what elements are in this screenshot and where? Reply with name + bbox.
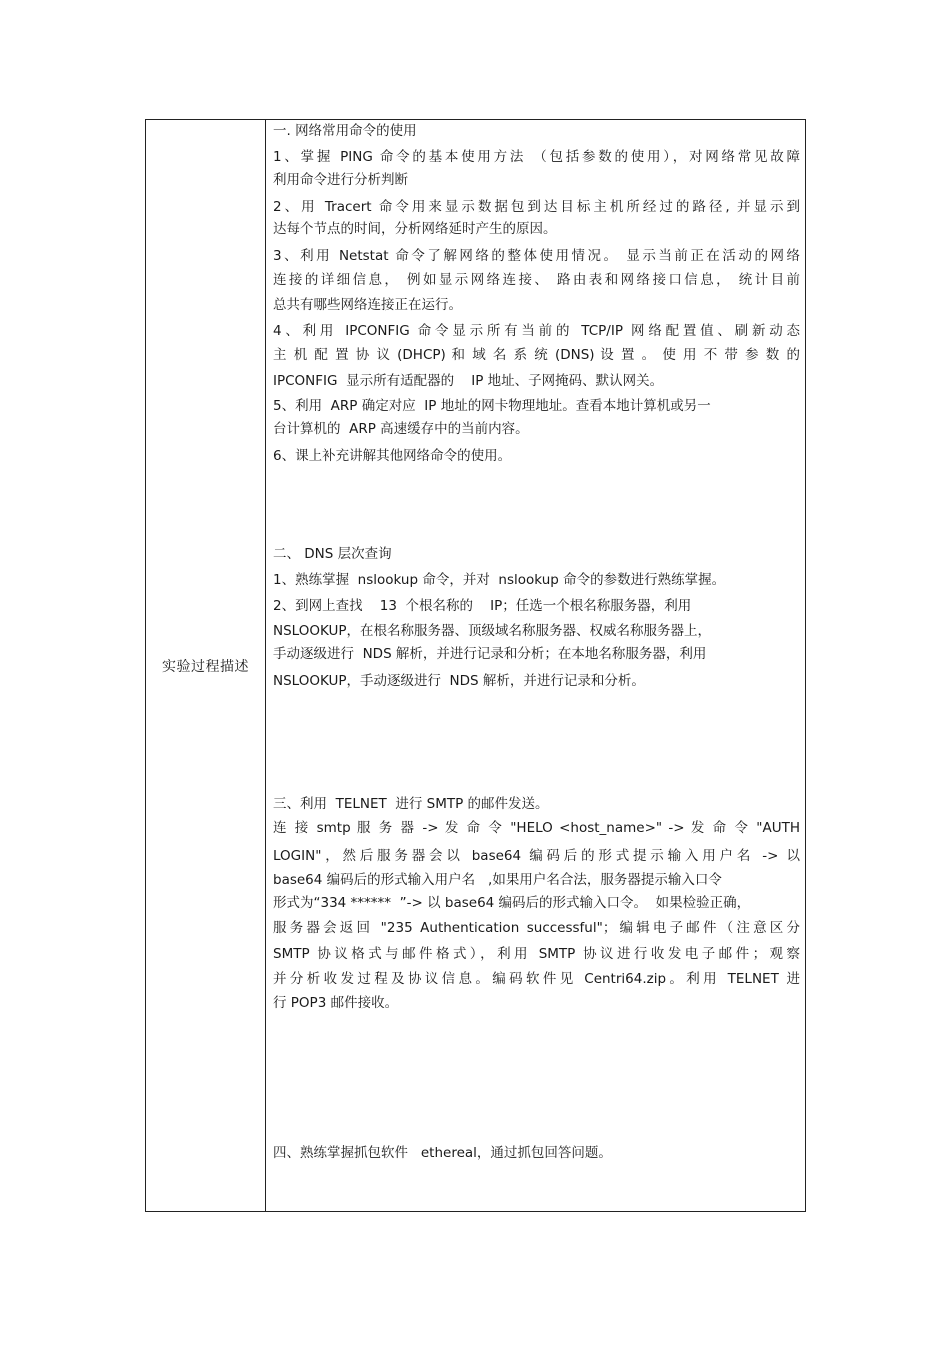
text-line: 形式为“334 ****** ”-> 以 base64 编码后的形式输入口令。 如果检验正确，	[273, 895, 751, 911]
row-label: 实验过程描述	[162, 659, 249, 675]
text-line: 达每个节点的时间，分析网络延时产生的原因。	[273, 221, 557, 237]
text-line: 连 接 smtp 服 务 器 -> 发 命 令 "HELO <host_name>" -> 发 命 令 "AUTH	[273, 820, 800, 836]
text-line: 4、利用 IPCONFIG 命令显示所有当前的 TCP/IP 网络配置值、刷新动态	[273, 323, 800, 339]
text-line: 二、 DNS 层次查询	[273, 546, 392, 562]
text-line: 3、利用 Netstat 命令了解网络的整体使用情况。 显示当前正在活动的网络	[273, 248, 800, 264]
text-line: 1、熟练掌握 nslookup 命令，并对 nslookup 命令的参数进行熟练掌握。	[273, 572, 726, 588]
text-line: SMTP 协议格式与邮件格式），利用 SMTP 协议进行收发电子邮件；观察	[273, 946, 800, 962]
text-line: IPCONFIG 显示所有适配器的 IP 地址、子网掩码、默认网关。	[273, 373, 664, 389]
content-cell	[266, 120, 805, 1211]
text-line: 连接的详细信息， 例如显示网络连接、 路由表和网络接口信息， 统计目前	[273, 272, 800, 288]
text-line: 2、到网上查找 13 个根名称的 IP；任选一个根名称服务器，利用	[273, 598, 692, 614]
text-line: 1、掌握 PING 命令的基本使用方法 （包括参数的使用），对网络常见故障	[273, 149, 800, 165]
text-line: 四、熟练掌握抓包软件 ethereal，通过抓包回答问题。	[273, 1145, 612, 1161]
text-line: 服务器会返回 "235 Authentication successful"；编辑电子邮件（注意区分	[273, 920, 800, 936]
text-line: 手动逐级进行 NDS 解析，并进行记录和分析；在本地名称服务器，利用	[273, 646, 707, 662]
text-line: 利用命令进行分析判断	[273, 172, 408, 188]
text-line: 总共有哪些网络连接正在运行。	[273, 297, 462, 313]
text-line: base64 编码后的形式输入用户名 ,如果用户名合法，服务器提示输入口令	[273, 872, 722, 888]
text-line: NSLOOKUP，手动逐级进行 NDS 解析，并进行记录和分析。	[273, 673, 645, 689]
text-line: 行 POP3 邮件接收。	[273, 995, 399, 1011]
text-line: LOGIN"，然后服务器会以 base64 编码后的形式提示输入用户名 -> 以	[273, 848, 800, 864]
text-line: 2、用 Tracert 命令用来显示数据包到达目标主机所经过的路径, 并显示到	[273, 199, 800, 215]
text-line: 一. 网络常用命令的使用	[273, 123, 417, 139]
experiment-table	[145, 119, 806, 1212]
label-cell	[146, 120, 266, 1211]
text-line: 台计算机的 ARP 高速缓存中的当前内容。	[273, 421, 529, 437]
text-line: 5、利用 ARP 确定对应 IP 地址的网卡物理地址。查看本地计算机或另一	[273, 398, 711, 414]
text-line: 三、利用 TELNET 进行 SMTP 的邮件发送。	[273, 796, 549, 812]
text-line: 主 机 配 置 协 议 (DHCP) 和 域 名 系 统 (DNS) 设 置 。 使 用 不 带 参 数 的	[273, 347, 800, 363]
text-line: NSLOOKUP，在根名称服务器、顶级域名称服务器、权威名称服务器上，	[273, 623, 711, 639]
text-line: 并分析收发过程及协议信息。编码软件见 Centri64.zip。利用 TELNET 进	[273, 971, 800, 987]
text-line: 6、课上补充讲解其他网络命令的使用。	[273, 448, 512, 464]
